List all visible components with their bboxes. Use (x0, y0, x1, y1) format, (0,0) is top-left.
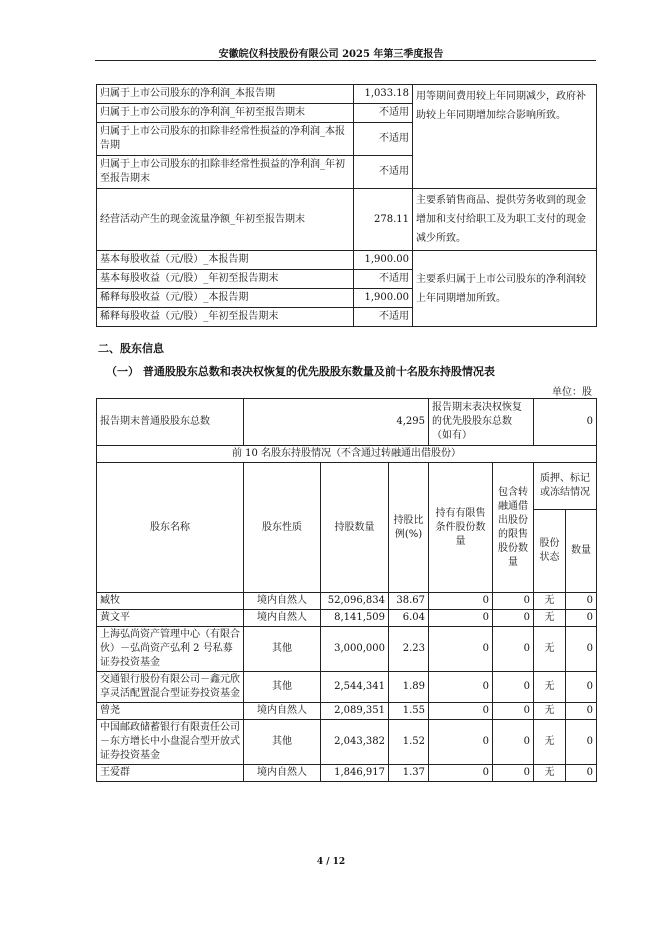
indicator-label: 基本每股收益（元/股）_年初至报告期末 (97, 270, 354, 289)
holder-restricted: 0 (429, 703, 493, 720)
page-number: 4 / 12 (316, 857, 346, 867)
holder-pledge-status: 无 (534, 593, 566, 610)
holder-pledge-status: 无 (534, 765, 566, 782)
indicator-value: 1,900.00 (354, 251, 413, 270)
holder-pledge-qty: 0 (566, 610, 597, 627)
holder-shares: 2,544,341 (321, 672, 389, 703)
holder-ratio: 1.55 (389, 703, 429, 720)
holder-restricted: 0 (429, 593, 493, 610)
table-row (97, 399, 597, 446)
holder-nature: 境内自然人 (244, 593, 321, 610)
holder-name: 臧牧 (97, 593, 244, 610)
indicator-value: 不适用 (354, 270, 413, 289)
col-header-pledge-qty: 数量 (566, 510, 597, 593)
holder-ratio: 38.67 (389, 593, 429, 610)
holder-pledge-status: 无 (534, 703, 566, 720)
holder-pledge-qty: 0 (566, 703, 597, 720)
holder-restricted: 0 (429, 765, 493, 782)
holder-name: 黄文平 (97, 610, 244, 627)
holder-pledge-qty: 0 (566, 765, 597, 782)
holder-pledge-status: 无 (534, 720, 566, 765)
col-header-pledge: 质押、标记或冻结情况 (534, 463, 597, 510)
holder-ratio: 1.52 (389, 720, 429, 765)
section-title: 二、股东信息 (98, 342, 164, 355)
holder-lent: 0 (493, 672, 534, 703)
indicator-label: 归属于上市公司股东的扣除非经常性损益的净利润_本报告期 (97, 123, 354, 156)
holder-pledge-qty: 0 (566, 627, 597, 672)
holder-restricted: 0 (429, 720, 493, 765)
holder-shares: 3,000,000 (321, 627, 389, 672)
top10-title: 前 10 名股东持股情况（不含通过转融通出借股份） (97, 446, 597, 463)
change-reason: 主要系销售商品、提供劳务收到的现金增加和支付给职工及为职工支付的现金减少所致。 (413, 189, 597, 251)
holder-shares: 2,089,351 (321, 703, 389, 720)
holder-nature: 其他 (244, 627, 321, 672)
holder-nature: 其他 (244, 720, 321, 765)
table-header-row (97, 463, 597, 510)
preferred-holders-value: 0 (534, 399, 597, 446)
table-row (97, 720, 597, 765)
table-row (97, 593, 597, 610)
indicator-label: 归属于上市公司股东的净利润_本报告期 (97, 85, 354, 104)
holder-ratio: 1.37 (389, 765, 429, 782)
holder-pledge-qty: 0 (566, 672, 597, 703)
table-row (97, 85, 597, 104)
col-header-lent: 包含转融通借出股份的限售股份数量 (493, 463, 534, 593)
indicator-label: 稀释每股收益（元/股）_本报告期 (97, 289, 354, 308)
holder-shares: 2,043,382 (321, 720, 389, 765)
indicator-value: 不适用 (354, 104, 413, 123)
holder-lent: 0 (493, 593, 534, 610)
col-header-pledge-status: 股份状态 (534, 510, 566, 593)
preferred-holders-label: 报告期末表决权恢复的优先股股东总数（如有） (429, 399, 534, 446)
holder-pledge-status: 无 (534, 672, 566, 703)
table-row (97, 610, 597, 627)
holder-shares: 1,846,917 (321, 765, 389, 782)
indicator-value: 1,900.00 (354, 289, 413, 308)
holder-restricted: 0 (429, 610, 493, 627)
report-header: 安徽皖仪科技股份有限公司 2025 年第三季度报告 (218, 49, 444, 60)
holder-lent: 0 (493, 703, 534, 720)
table-row (97, 765, 597, 782)
holder-lent: 0 (493, 720, 534, 765)
holder-pledge-status: 无 (534, 627, 566, 672)
header-divider (95, 60, 596, 61)
holder-pledge-qty: 0 (566, 593, 597, 610)
unit-label: 单位：股 (552, 387, 592, 398)
indicator-value: 278.11 (354, 189, 413, 251)
holder-pledge-qty: 0 (566, 720, 597, 765)
holder-shares: 8,141,509 (321, 610, 389, 627)
table-row (97, 627, 597, 672)
change-reason: 用等期间费用较上年同期减少，政府补助较上年同期增加综合影响所致。 (413, 85, 597, 189)
total-holders-label: 报告期末普通股股东总数 (97, 399, 244, 446)
holder-nature: 境内自然人 (244, 703, 321, 720)
indicator-value: 不适用 (354, 156, 413, 189)
col-header-shares: 持股数量 (321, 463, 389, 593)
col-header-restricted: 持有有限售条件股份数量 (429, 463, 493, 593)
holder-restricted: 0 (429, 672, 493, 703)
col-header-nature: 股东性质 (244, 463, 321, 593)
indicator-label: 基本每股收益（元/股）_本报告期 (97, 251, 354, 270)
indicator-label: 经营活动产生的现金流量净额_年初至报告期末 (97, 189, 354, 251)
holder-name: 交通银行股份有限公司－鑫元欣享灵活配置混合型证券投资基金 (97, 672, 244, 703)
indicator-label: 归属于上市公司股东的净利润_年初至报告期末 (97, 104, 354, 123)
indicator-value: 1,033.18 (354, 85, 413, 104)
shareholders-table (96, 398, 597, 782)
table-row (97, 446, 597, 463)
holder-ratio: 6.04 (389, 610, 429, 627)
change-reason: 主要系归属于上市公司股东的净利润较上年同期增加所致。 (413, 251, 597, 327)
holder-lent: 0 (493, 765, 534, 782)
holder-lent: 0 (493, 610, 534, 627)
holder-ratio: 2.23 (389, 627, 429, 672)
holder-ratio: 1.89 (389, 672, 429, 703)
holder-nature: 其他 (244, 672, 321, 703)
holder-shares: 52,096,834 (321, 593, 389, 610)
holder-name: 曾尧 (97, 703, 244, 720)
holder-name: 王爱群 (97, 765, 244, 782)
table-row (97, 703, 597, 720)
holder-name: 上海弘尚资产管理中心（有限合伙）－弘尚资产弘利 2 号私募证券投资基金 (97, 627, 244, 672)
holder-restricted: 0 (429, 627, 493, 672)
indicator-value: 不适用 (354, 123, 413, 156)
holder-pledge-status: 无 (534, 610, 566, 627)
holder-nature: 境内自然人 (244, 610, 321, 627)
indicator-label: 稀释每股收益（元/股）_年初至报告期末 (97, 308, 354, 327)
holder-name: 中国邮政储蓄银行有限责任公司－东方增长中小盘混合型开放式证券投资基金 (97, 720, 244, 765)
total-holders-value: 4,295 (244, 399, 429, 446)
table-row (97, 251, 597, 270)
financial-indicators-table (96, 84, 597, 327)
indicator-value: 不适用 (354, 308, 413, 327)
subsection-title: （一） 普通股股东总数和表决权恢复的优先股股东数量及前十名股东持股情况表 (106, 365, 495, 378)
holder-nature: 境内自然人 (244, 765, 321, 782)
holder-lent: 0 (493, 627, 534, 672)
indicator-label: 归属于上市公司股东的扣除非经常性损益的净利润_年初至报告期末 (97, 156, 354, 189)
table-row (97, 189, 597, 251)
col-header-name: 股东名称 (97, 463, 244, 593)
table-row (97, 672, 597, 703)
col-header-ratio: 持股比例(%) (389, 463, 429, 593)
